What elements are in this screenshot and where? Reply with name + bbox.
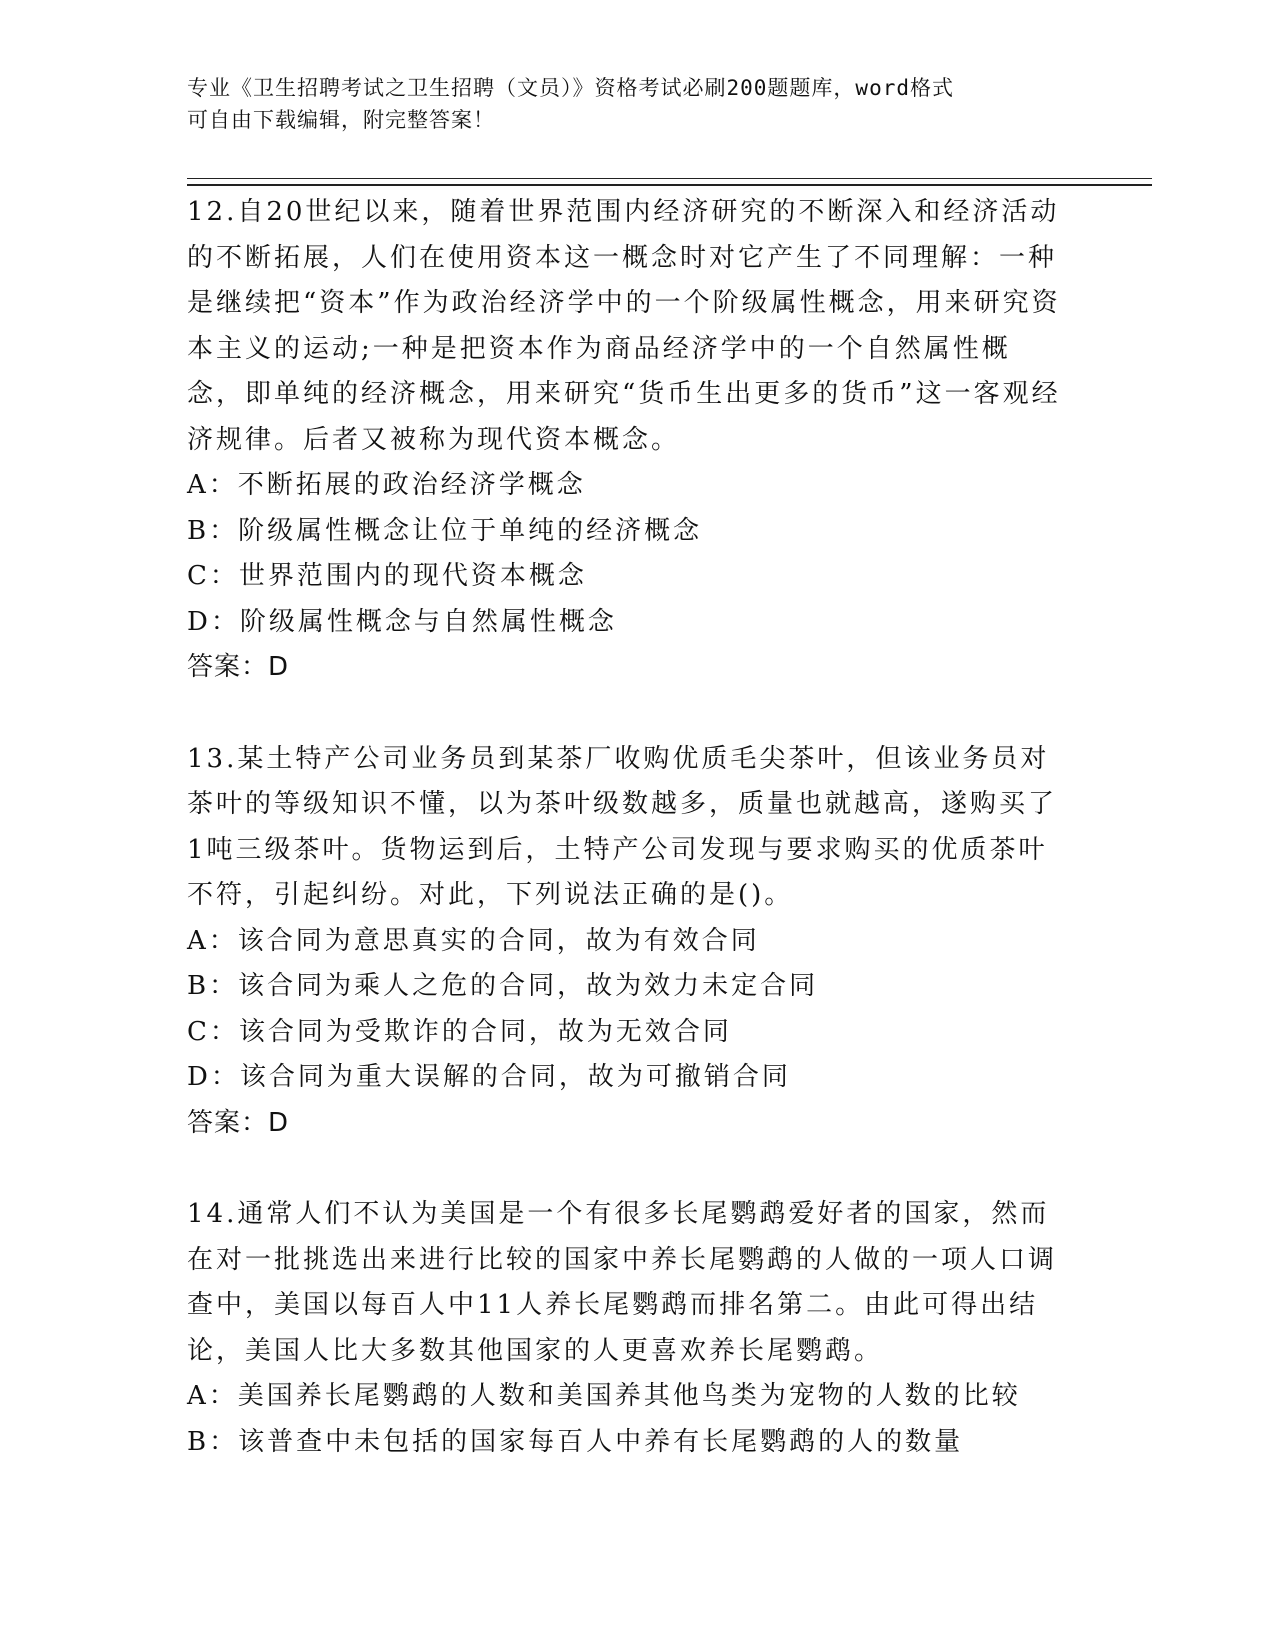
question-14 bbox=[187, 1192, 1067, 1465]
question-stem: 13.某土特产公司业务员到某茶厂收购优质毛尖茶叶，但该业务员对茶叶的等级知识不懂，以为茶叶级数越多，质量也就越高，遂购买了1吨三级茶叶。货物运到后，土特产公司发现与要求购买的优质茶叶不符，引起纠纷。对此，下列说法正确的是()。 bbox=[187, 743, 1058, 910]
option-d: D：该合同为重大误解的合同，故为可撤销合同 bbox=[187, 1062, 791, 1092]
answer-line: 答案：D bbox=[187, 652, 290, 682]
option-a: A：不断拓展的政治经济学概念 bbox=[187, 470, 586, 500]
page-header bbox=[187, 72, 1067, 136]
option-a: A：美国养长尾鹦鹉的人数和美国养其他鸟类为宠物的人数的比较 bbox=[187, 1381, 1021, 1411]
answer-line: 答案：D bbox=[187, 1107, 290, 1138]
option-b: B：该普查中未包括的国家每百人中养有长尾鹦鹉的人的数量 bbox=[187, 1426, 964, 1457]
option-a: A：该合同为意思真实的合同，故为有效合同 bbox=[187, 925, 760, 956]
option-c: C：该合同为受欺诈的合同，故为无效合同 bbox=[187, 1016, 732, 1047]
question-12 bbox=[187, 190, 1067, 691]
option-b: B：阶级属性概念让位于单纯的经济概念 bbox=[187, 515, 703, 546]
question-stem: 14.通常人们不认为美国是一个有很多长尾鹦鹉爱好者的国家，然而在对一批挑选出来进行比较的国家中养长尾鹦鹉的人做的一项人口调查中，美国以每百人中11人养长尾鹦鹉而排名第二。由此可得出结论，美国人比大多数其他国家的人更喜欢养长尾鹦鹉。 bbox=[187, 1199, 1058, 1366]
option-d: D：阶级属性概念与自然属性概念 bbox=[187, 606, 617, 637]
question-13 bbox=[187, 737, 1067, 1147]
header-title-line-2: 可自由下载编辑，附完整答案！ bbox=[187, 108, 495, 132]
option-c: C：世界范围内的现代资本概念 bbox=[187, 561, 587, 591]
header-title-line-1: 专业《卫生招聘考试之卫生招聘（文员）》资格考试必刷200题题库，word格式 bbox=[187, 76, 954, 100]
question-stem: 12.自20世纪以来，随着世界范围内经济研究的不断深入和经济活动的不断拓展，人们在使用资本这一概念时对它产生了不同理解：一种是继续把“资本”作为政治经济学中的一个阶级属性概念，用来研究资本主义的运动;一种是把资本作为商品经济学中的一个自然属性概念，即单纯的经济概念，用来研究“货币生出更多的货币”这一客观经济规律。后者又被称为现代资本概念。 bbox=[187, 197, 1061, 455]
option-b: B：该合同为乘人之危的合同，故为效力未定合同 bbox=[187, 971, 819, 1001]
question-list bbox=[187, 190, 1067, 1465]
header-divider bbox=[187, 178, 1152, 186]
